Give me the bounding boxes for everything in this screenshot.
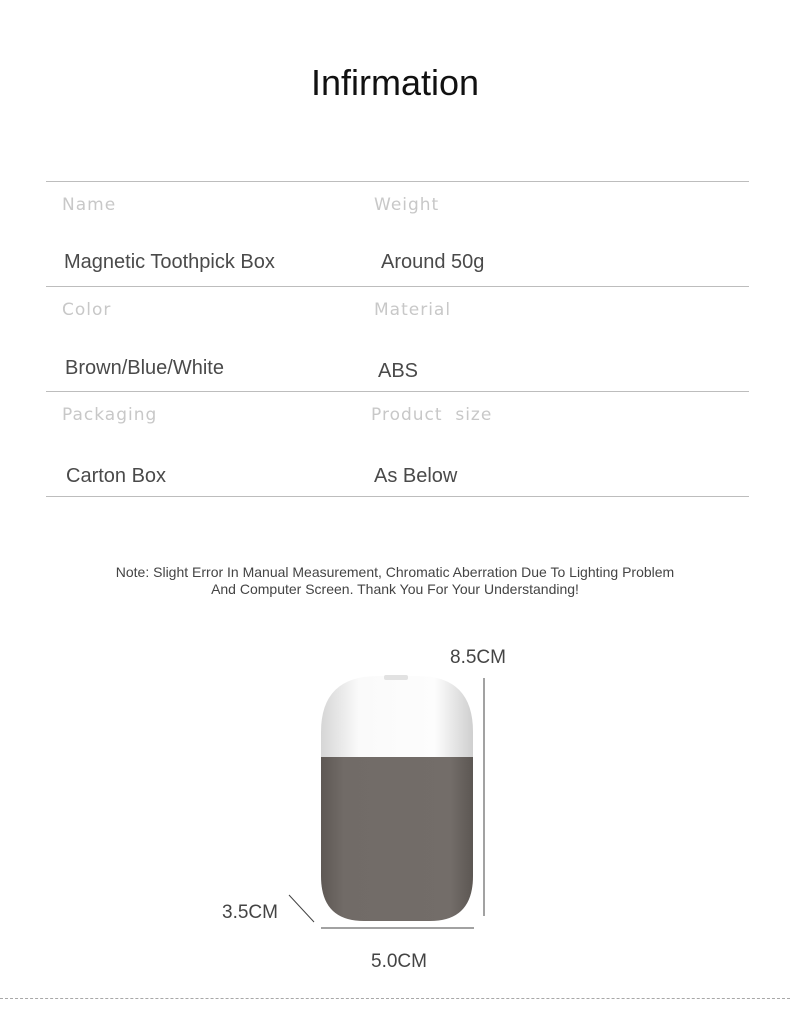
product-size-value: As Below — [374, 465, 458, 487]
name-label: Name — [62, 195, 117, 215]
height-label: 8.5CM — [450, 647, 506, 668]
page-title: Infirmation — [310, 62, 480, 103]
weight-value: Around 50g — [381, 251, 485, 273]
weight-label: Weight — [374, 195, 440, 215]
material-label: Material — [374, 300, 452, 320]
box-body-shape — [321, 757, 473, 921]
note-line-2: And Computer Screen. Thank You For Your Understanding! — [211, 581, 579, 597]
product-size-label: Product size — [371, 405, 493, 425]
depth-label: 3.5CM — [222, 902, 278, 923]
depth-dimension-line — [289, 895, 314, 922]
lid-shape — [321, 676, 473, 760]
packaging-value: Carton Box — [66, 465, 167, 487]
material-value: ABS — [378, 360, 419, 382]
packaging-label: Packaging — [62, 405, 158, 425]
note-line-1: Note: Slight Error In Manual Measurement, Chromatic Aberration Due To Lighting Problem — [115, 564, 675, 580]
color-label: Color — [62, 300, 112, 320]
bottom-dashed-divider — [0, 998, 790, 999]
color-value: Brown/Blue/White — [65, 357, 224, 379]
name-value: Magnetic Toothpick Box — [64, 251, 275, 273]
width-label: 5.0CM — [371, 951, 427, 972]
lid-notch — [384, 675, 408, 680]
